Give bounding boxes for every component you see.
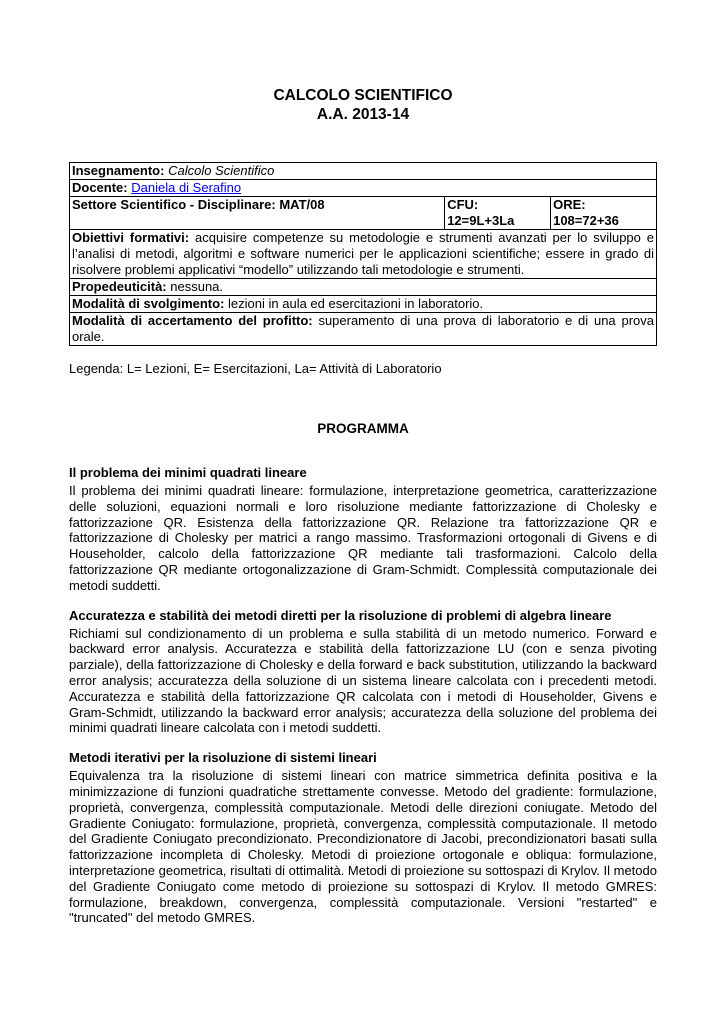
obiettivi-value: acquisire competenze su metodologie e strumenti avanzati per lo sviluppo e l’analisi di metodi, algoritmi e software numerici per le applicazioni scientifiche; essere in grado di risolvere problemi applicativi “modello” utilizzando tali metodologie e strumenti. [72,230,654,277]
row-settore [70,197,657,230]
course-title: CALCOLO SCIENTIFICO [273,87,453,104]
insegnamento-value: Calcolo Scientifico [168,163,275,178]
svolgimento-value: lezioni in aula ed esercitazioni in laboratorio. [228,296,484,311]
document-page [69,0,657,926]
row-accertamento [70,313,657,346]
svolgimento-label: Modalità di svolgimento: [72,296,225,311]
section-minimi-quadrati [69,465,657,594]
section-heading: Il problema dei minimi quadrati lineare [69,465,307,480]
accertamento-label: Modalità di accertamento del profitto: [72,313,313,328]
row-propedeuticita [70,279,657,296]
section-heading: Accuratezza e stabilità dei metodi diretti per la risoluzione di problemi di algebra lineare [69,607,612,623]
propedeuticita-label: Propedeuticità: [72,279,167,294]
section-heading: Metodi iterativi per la risoluzione di sistemi lineari [69,750,377,766]
ore-value: 108=72+36 [553,213,619,228]
docente-label: Docente: [72,180,128,195]
ore-label: ORE: [553,197,586,212]
academic-year: A.A. 2013-14 [316,106,410,123]
legend-text: Legenda: L= Lezioni, E= Esercitazioni, La= Attività di Laboratorio [69,361,442,376]
settore-label: Settore Scientifico - Disciplinare: MAT/08 [72,197,325,212]
row-obiettivi [70,230,657,279]
cfu-label: CFU: [447,197,479,212]
accertamento-value: superamento di una prova di laboratorio e di una prova orale. [72,313,654,344]
course-info-table [69,162,657,346]
programma-title: PROGRAMMA [317,421,409,436]
obiettivi-label: Obiettivi formativi: [72,230,190,245]
cfu-value: 12=9L+3La [447,213,515,228]
section-body: Richiami sul condizionamento di un problema e sulla stabilità di un metodo numerico. Forward e backward error analysis. Accuratezza e stabilità della fattorizzazione LU (con e senza pivoting parziale), della fattorizzazione di Cholesky e della forward e back substitution, utilizzando la backward error analysis; accuratezza della soluzione di un sistema lineare calcolata con i precedenti metodi. Accuratezza e stabilità della fattorizzazione QR calcolata con i metodi di Householder, Givens e Gram-Schmidt, utilizzando la backward error analysis; accuratezza della soluzione del problema dei minimi quadrati lineare calcolata con i metodi suddetti. [69,625,657,736]
section-body: Equivalenza tra la risoluzione di sistemi lineari con matrice simmetrica definita positiva e la minimizzazione di funzioni quadratiche strettamente convesse. Metodo del gradiente: formulazione, proprietà, convergenza, complessità computazionale. Metodi delle direzioni coniugate. Metodo del Gradiente Coniugato: formulazione, proprietà, convergenza, complessità computazionale. Il metodo del Gradiente Coniugato precondizionato. Precondizionatore di Jacobi, precondizionatori basati sulla fattorizzazione incompleta di Cholesky. Metodi di proiezione ortogonale e obliqua: formulazione, interpretazione geometrica, risultati di ottimalità. Metodi di proiezione su sottospazi di Krylov. Il metodo del Gradiente Coniugato come metodo di proiezione su sottospazi di Krylov. Il metodo GMRES: formulazione, breakdown, convergenza, complessità computazionale. Versioni "restarted" e "truncated" del metodo GMRES. [69,768,657,926]
row-insegnamento [70,163,657,180]
section-accuratezza-stabilita [69,608,657,737]
row-svolgimento [70,296,657,313]
section-metodi-iterativi [69,750,657,926]
docente-link[interactable]: Daniela di Serafino [131,180,242,195]
insegnamento-label: Insegnamento: [72,163,165,178]
row-docente [70,180,657,197]
section-body: Il problema dei minimi quadrati lineare: formulazione, interpretazione geometrica, caratterizzazione delle soluzioni, equazioni normali e loro risoluzione mediante fattorizzazione di Cholesky e fattorizzazione QR. Esistenza della fattorizzazione QR. Relazione tra fattorizzazione QR e fattorizzazione di Cholesky per matrici a rango massimo. Trasformazioni ortogonali di Givens e di Householder, calcolo della fattorizzazione QR mediante tali trasformazioni. Calcolo della fattorizzazione QR mediante ortogonalizzazione di Gram-Schmidt. Complessità computazionale dei metodi suddetti. [69,483,657,593]
propedeuticita-value: nessuna. [170,279,224,294]
